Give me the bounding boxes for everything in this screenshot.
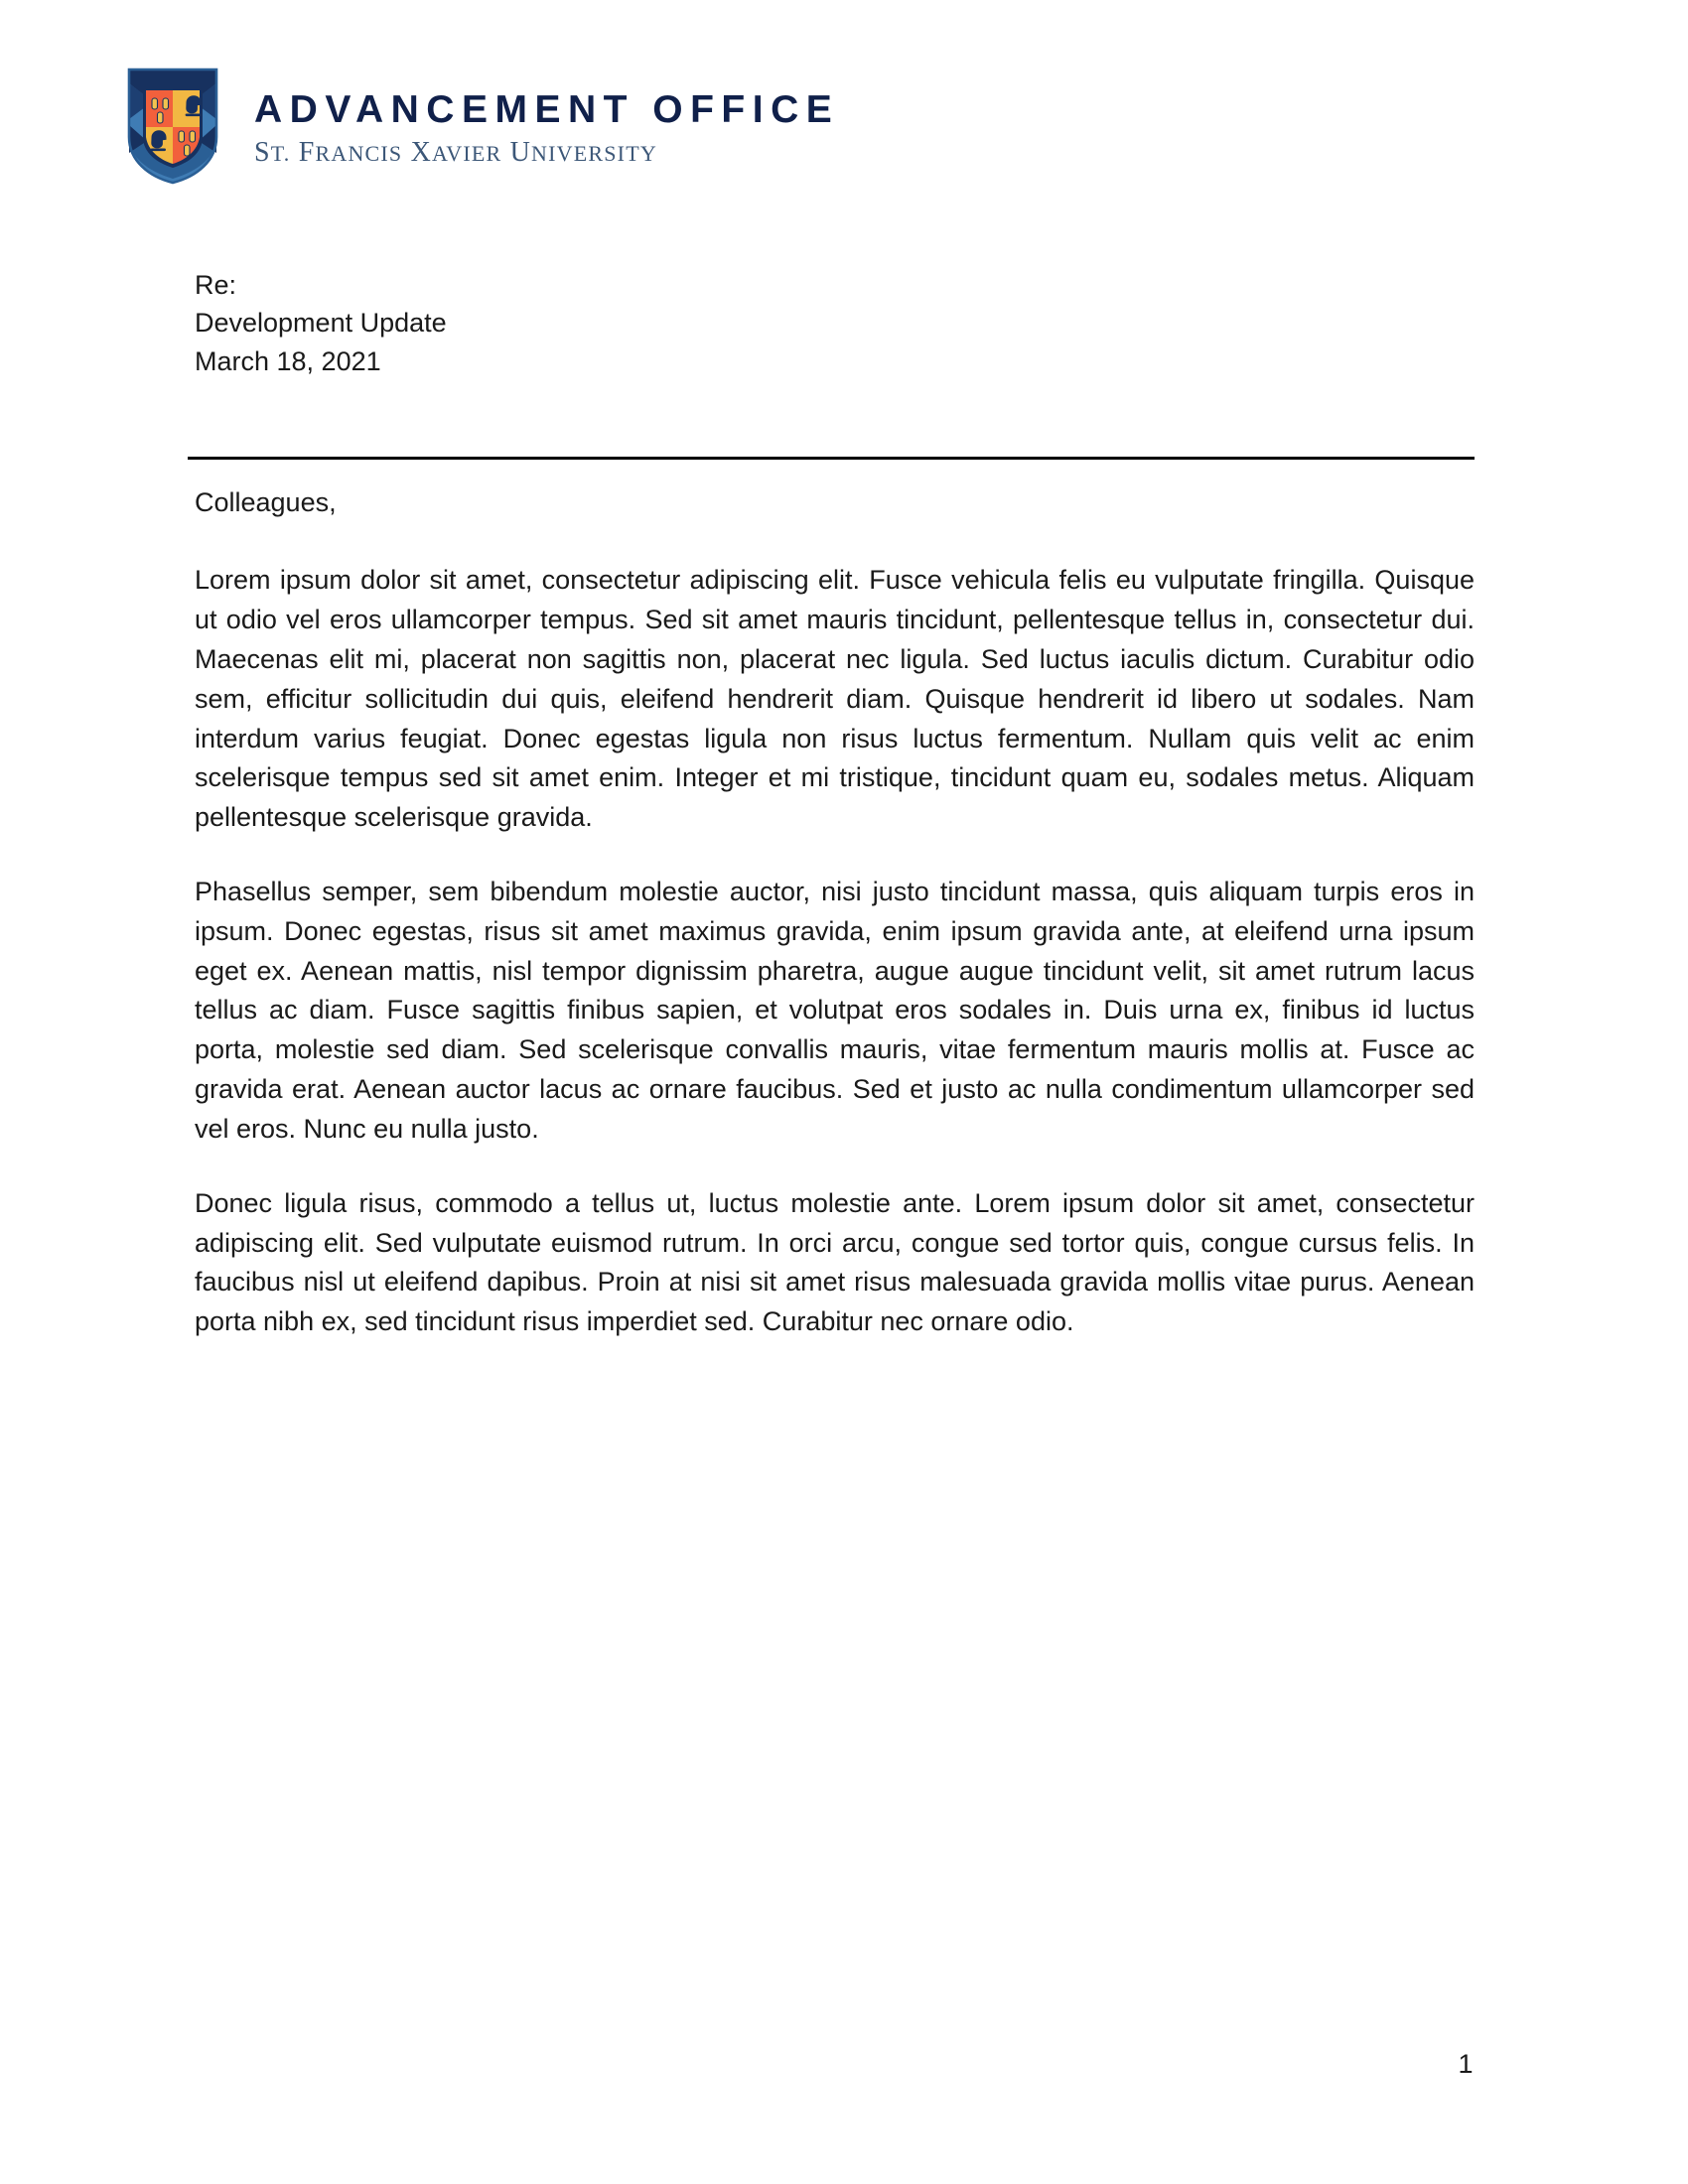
- wordmark: [254, 83, 839, 169]
- institution-part-xavier-cap: X: [410, 137, 432, 169]
- reference-block: [195, 266, 447, 380]
- letterhead: [127, 68, 839, 185]
- reference-date: March 18, 2021: [195, 345, 381, 376]
- page-number: 1: [1458, 2049, 1474, 2079]
- institution-part-francis-cap: F: [298, 137, 316, 169]
- institution-part-university-cap: U: [509, 137, 532, 169]
- institution-name: [254, 138, 839, 169]
- body-paragraph-2: Phasellus semper, sem bibendum molestie auctor, nisi justo tincidunt massa, quis aliquam turpis eros in ipsum. Donec egestas, risus sit amet maximus gravida, enim ipsum gravida ante, at eleifend urna ipsum eget ex. Aenean mattis, nisl tempor dignissim pharetra, augue augue tincidunt velit, sit amet rutrum lacus tellus ac diam. Fusce sagittis finibus sapien, et volutpat eros sodales in. Duis urna ex, finibus id luctus porta, molestie sed diam. Sed scelerisque convallis mauris, vitae fermentum mauris mollis at. Fusce ac gravida erat. Aenean auctor lacus ac ornare faucibus. Sed et justo ac nulla condimentum ullamcorper sed vel eros. Nunc eu nulla justo.: [195, 877, 1475, 1144]
- organization-name: ADVANCEMENT OFFICE: [254, 88, 840, 132]
- salutation: Colleagues,: [195, 487, 337, 517]
- reference-subject: Development Update: [195, 308, 447, 339]
- reference-label: Re:: [195, 270, 237, 300]
- body-paragraph-1: Lorem ipsum dolor sit amet, consectetur adipiscing elit. Fusce vehicula felis eu vulputate fringilla. Quisque ut odio vel eros ullamcorper tempus. Sed sit amet mauris tincidunt, pellentesque tellus in, consectetur dui. Maecenas elit mi, placerat non sagittis non, placerat nec ligula. Sed luctus iaculis dictum. Curabitur odio sem, efficitur sollicitudin dui quis, eleifend hendrerit diam. Quisque hendrerit id libero ut sodales. Nam interdum varius feugiat. Donec egestas ligula non risus luctus fermentum. Nullam quis velit ac enim scelerisque tempus sed sit amet enim. Integer et mi tristique, tincidunt quam eu, sodales metus. Aliquam pellentesque scelerisque gravida.: [195, 565, 1475, 833]
- header-divider: [188, 457, 1475, 460]
- institution-part-xavier-sc: AVIER: [432, 141, 502, 167]
- institution-part-st-sc: T.: [270, 141, 291, 167]
- institution-part-francis-sc: RANCIS: [315, 141, 403, 167]
- university-crest-icon: [127, 68, 218, 185]
- body-paragraph-3: Donec ligula risus, commodo a tellus ut, luctus molestie ante. Lorem ipsum dolor sit amet, consectetur adipiscing elit. Sed vulputate euismod rutrum. In orci arcu, congue sed tortor quis, congue cursus felis. In faucibus nisl ut eleifend dapibus. Proin at nisi sit amet risus malesuada gravida mollis vitae purus. Aenean porta nibh ex, sed tincidunt risus imperdiet sed. Curabitur nec ornare odio.: [195, 1187, 1475, 1337]
- institution-part-university-sc: NIVERSITY: [531, 141, 657, 167]
- institution-part-st-cap: S: [254, 137, 271, 169]
- letter-body: [195, 483, 1475, 1342]
